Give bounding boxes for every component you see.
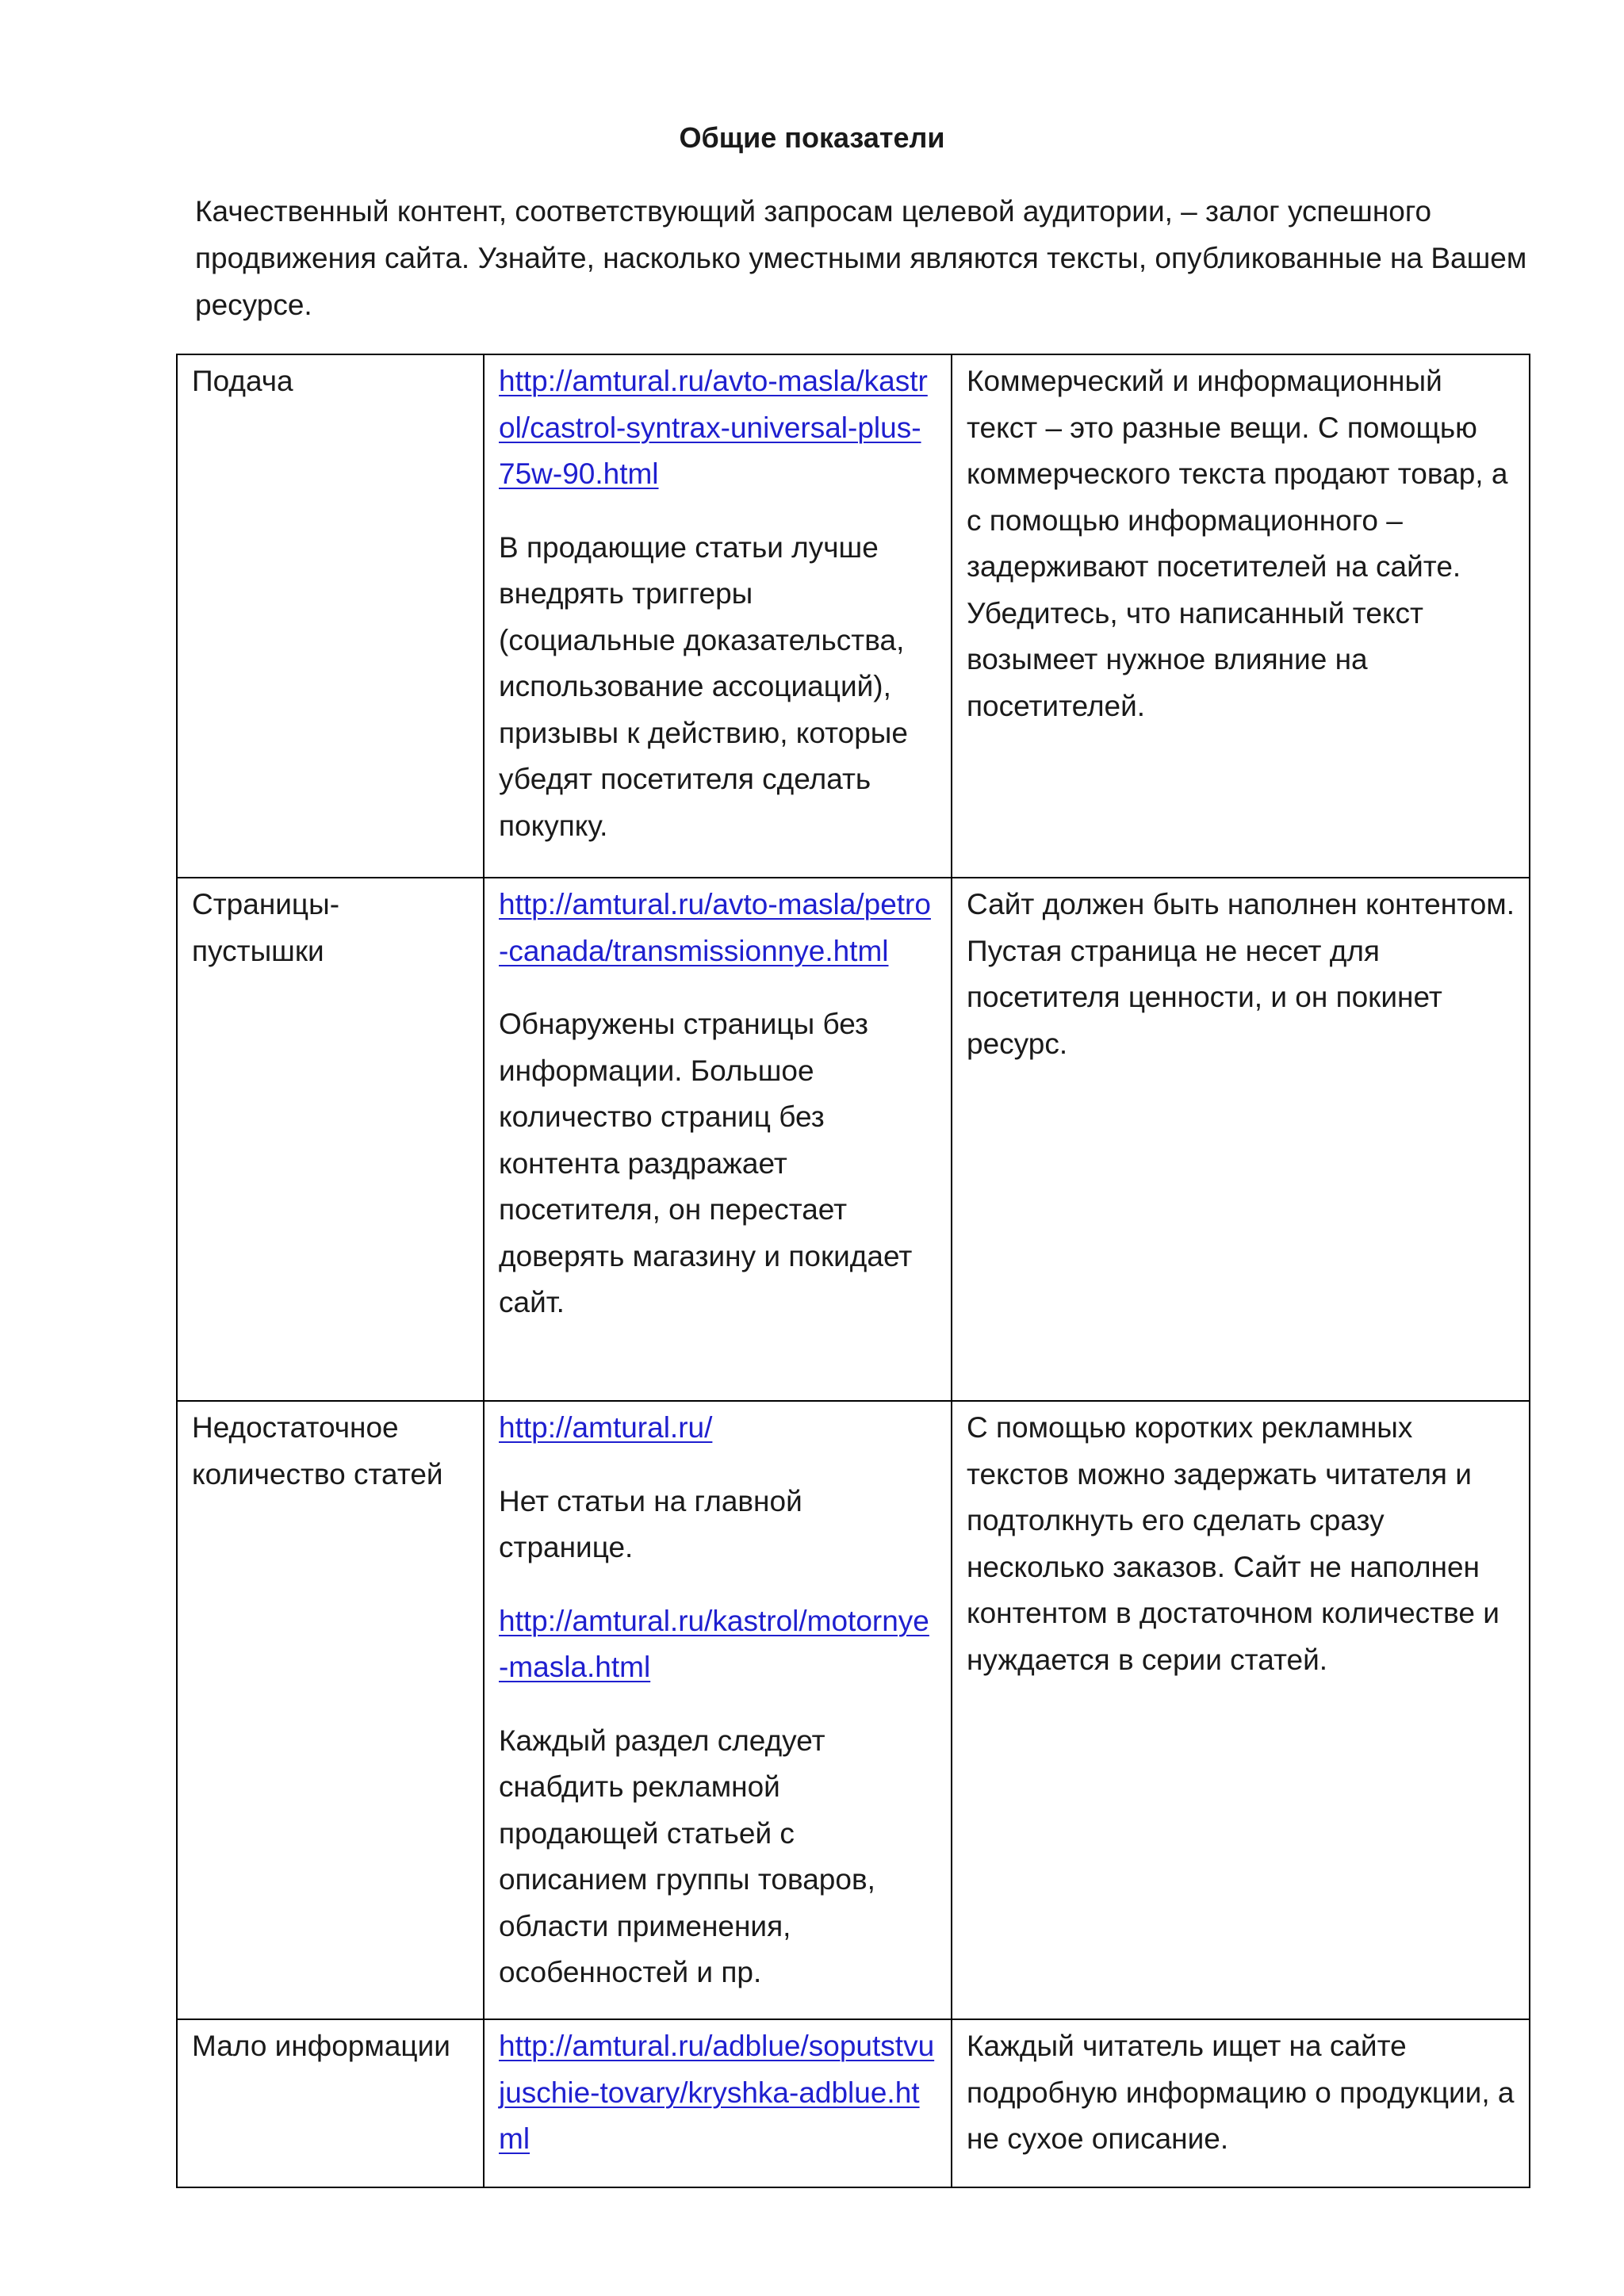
row-label: Мало информации xyxy=(192,2030,450,2062)
page-link[interactable]: http://amtural.ru/avto-masla/kastrol/castrol-syntrax-universal-plus-75w-90.html xyxy=(499,365,928,490)
table-row xyxy=(177,354,1530,878)
indicators-table xyxy=(176,354,1530,2188)
page-link[interactable]: http://amtural.ru/ xyxy=(499,1411,713,1444)
description-cell xyxy=(952,1401,1530,2019)
evidence-note: Каждый раздел следует снабдить рекламной продающей статьей с описанием группы товаров, области применения, особенностей и пр. xyxy=(499,1724,875,1988)
row-label-cell xyxy=(177,2019,484,2187)
table-row xyxy=(177,1401,1530,2019)
intro-paragraph: Качественный контент, соответствующий запросам целевой аудитории, – залог успешного продвижения сайта. Узнайте, насколько уместными являются тексты, опубликованные на Вашем ресурсе. xyxy=(195,195,1527,321)
evidence-note: Нет статьи на главной странице. xyxy=(499,1484,802,1563)
row-label-cell xyxy=(177,878,484,1401)
page-link[interactable]: http://amtural.ru/kastrol/motornye-masla.html xyxy=(499,1604,929,1683)
row-description: С помощью коротких рекламных текстов можно задержать читателя и подтолкнуть его сделать сразу несколько заказов. Сайт не наполнен контентом в достаточном количестве и нуждается в серии статей. xyxy=(967,1411,1500,1676)
row-description: Каждый читатель ищет на сайте подробную информацию о продукции, а не сухое описание. xyxy=(967,2030,1515,2155)
page-title: Общие показатели xyxy=(679,121,945,154)
row-description: Коммерческий и информационный текст – это разные вещи. С помощью коммерческого текста продают товар, а с помощью информационного – задерживают посетителей на сайте. Убедитесь, что написанный текст возымеет нужное влияние на посетителей. xyxy=(967,365,1508,722)
row-label: Подача xyxy=(192,365,293,397)
evidence-note: Обнаружены страницы без информации. Большое количество страниц без контента раздражает посетителя, он перестает доверять магазину и покидает сайт. xyxy=(499,1008,913,1318)
page-link[interactable]: http://amtural.ru/avto-masla/petro-canada/transmissionnye.html xyxy=(499,888,931,967)
description-cell xyxy=(952,2019,1530,2187)
table-row xyxy=(177,878,1530,1401)
evidence-cell xyxy=(484,354,952,878)
table-row xyxy=(177,2019,1530,2187)
page-link[interactable]: http://amtural.ru/adblue/soputstvujuschie-tovary/kryshka-adblue.html xyxy=(499,2030,935,2155)
row-label: Страницы-пустышки xyxy=(192,888,340,967)
evidence-cell xyxy=(484,1401,952,2019)
evidence-cell xyxy=(484,2019,952,2187)
row-label: Недостаточное количество статей xyxy=(192,1411,443,1490)
evidence-cell xyxy=(484,878,952,1401)
description-cell xyxy=(952,878,1530,1401)
row-description: Сайт должен быть наполнен контентом. Пустая страница не несет для посетителя ценности, и он покинет ресурс. xyxy=(967,888,1515,1060)
row-label-cell xyxy=(177,1401,484,2019)
description-cell xyxy=(952,354,1530,878)
row-label-cell xyxy=(177,354,484,878)
evidence-note: В продающие статьи лучше внедрять триггеры (социальные доказательства, использование ассоциаций), призывы к действию, которые убедят посетителя сделать покупку. xyxy=(499,530,908,842)
